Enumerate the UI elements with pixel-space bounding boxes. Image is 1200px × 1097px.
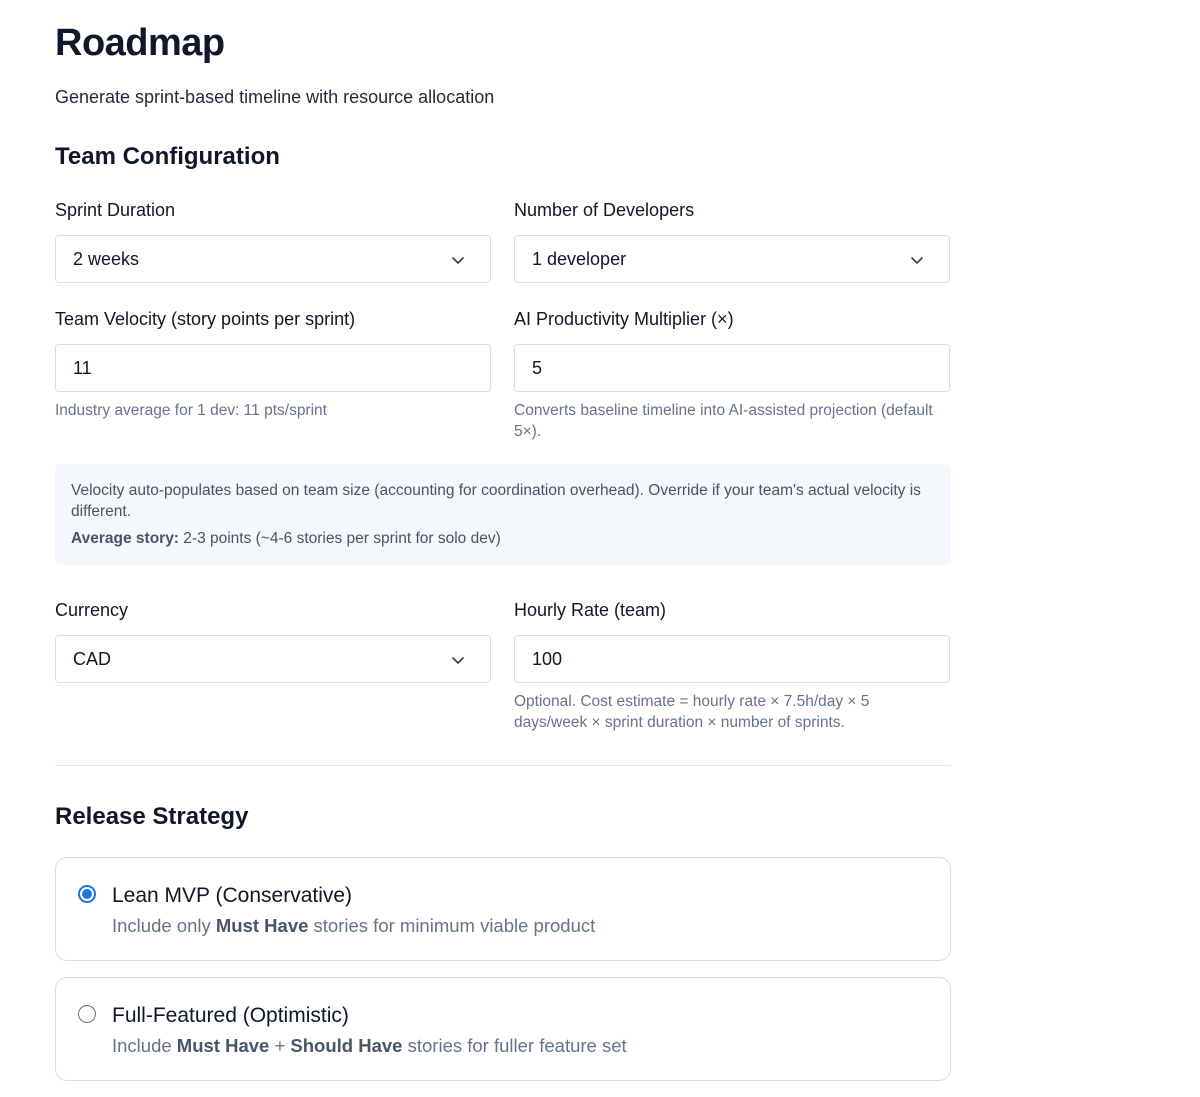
team-configuration-heading: Team Configuration — [55, 143, 280, 170]
page-subtitle: Generate sprint-based timeline with resource allocation — [55, 87, 495, 107]
should-have-emphasis: Should Have — [290, 1035, 403, 1056]
desc-text: Include — [112, 1035, 177, 1056]
average-story-text: 2-3 points (~4-6 stories per sprint for solo dev) — [178, 530, 501, 547]
chevron-down-icon — [450, 252, 466, 268]
hourly-rate-help: Optional. Cost estimate = hourly rate × 7.5h/day × 5 days/week × sprint duration × number of sprints. — [514, 693, 870, 731]
sprint-duration-value: 2 weeks — [73, 248, 140, 269]
currency-select[interactable] — [55, 635, 491, 683]
hourly-rate-value: 100 — [532, 648, 563, 669]
num-developers-value: 1 developer — [532, 248, 627, 269]
velocity-value: 11 — [73, 357, 92, 378]
must-have-emphasis: Must Have — [215, 915, 309, 936]
option-description — [112, 915, 595, 937]
option-description — [112, 1035, 627, 1057]
option-title: Lean MVP (Conservative) — [112, 884, 353, 907]
release-option-full-featured[interactable] — [55, 977, 951, 1081]
must-have-emphasis: Must Have — [176, 1035, 270, 1056]
hourly-rate-input[interactable] — [514, 635, 950, 683]
desc-text: + — [269, 1035, 291, 1056]
radio-selected-icon[interactable] — [78, 885, 96, 903]
sprint-duration-label: Sprint Duration — [55, 200, 176, 220]
section-divider — [55, 765, 951, 766]
desc-text: stories for fuller feature set — [402, 1035, 627, 1056]
average-story-label: Average story: — [71, 530, 179, 547]
velocity-help: Industry average for 1 dev: 11 pts/sprint — [55, 402, 327, 419]
ai-multiplier-value: 5 — [532, 357, 543, 378]
ai-multiplier-help: Converts baseline timeline into AI-assisted projection (default 5×). — [514, 402, 933, 440]
chevron-down-icon — [450, 652, 466, 668]
chevron-down-icon — [909, 252, 925, 268]
velocity-info-text: Velocity auto-populates based on team size (accounting for coordination overhead). Override if your team's actual velocity is different. — [71, 482, 921, 520]
num-developers-select[interactable] — [514, 235, 950, 283]
desc-text: Include only — [112, 915, 216, 936]
sprint-duration-select[interactable] — [55, 235, 491, 283]
velocity-info-box — [55, 464, 951, 565]
currency-label: Currency — [55, 600, 129, 620]
ai-multiplier-input[interactable] — [514, 344, 950, 392]
release-option-lean-mvp[interactable] — [55, 857, 951, 961]
hourly-rate-label: Hourly Rate (team) — [514, 600, 667, 620]
page-title: Roadmap — [55, 22, 225, 64]
radio-unselected-icon[interactable] — [78, 1005, 96, 1023]
velocity-input[interactable] — [55, 344, 491, 392]
average-story-note — [71, 528, 935, 549]
currency-value: CAD — [73, 648, 112, 669]
num-developers-label: Number of Developers — [514, 200, 695, 220]
desc-text: stories for minimum viable product — [308, 915, 596, 936]
release-strategy-heading: Release Strategy — [55, 803, 249, 830]
velocity-label: Team Velocity (story points per sprint) — [55, 309, 356, 329]
option-title: Full-Featured (Optimistic) — [112, 1004, 349, 1027]
ai-multiplier-label: AI Productivity Multiplier (×) — [514, 309, 734, 329]
